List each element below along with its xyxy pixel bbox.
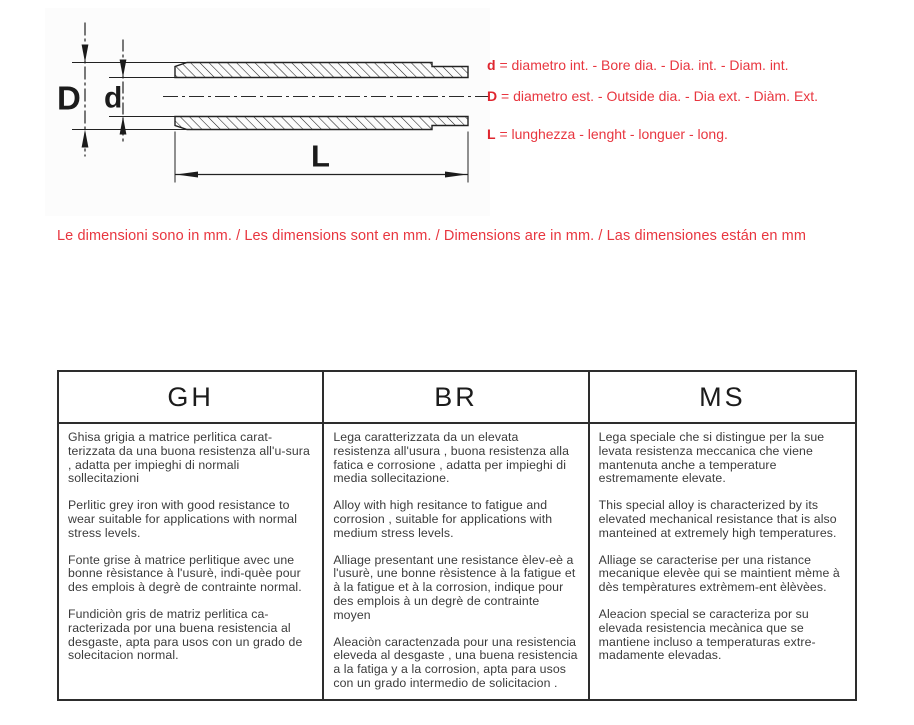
dimension-legend xyxy=(487,57,818,143)
ms-paragraph-en: This special alloy is characterized by its elevated mechanical resistance that is also manteined at extremely high temperatures. xyxy=(598,498,837,540)
sleeve-bottom-wall xyxy=(175,117,468,130)
table-header-ms: MS xyxy=(590,372,855,424)
material-grades-table xyxy=(57,370,857,701)
br-paragraph-it: Lega caratterizzata da un elevata resistenza all'usura , buona resistenza alla fatica e corrosione , adatta per impieghi di media sollecitazione. xyxy=(333,430,570,486)
arrow-d-bottom xyxy=(120,117,127,135)
ms-paragraph-it: Lega speciale che si distingue per la sue levata resistenza meccanica che viene mantenuta anche a temperature estremamente elevate. xyxy=(598,430,825,486)
ms-paragraph-es: Aleacion special se caracteriza por su elevada resistencia mecànica que se mantiene incluso a temperaturas extre-madamente elevadas. xyxy=(598,606,816,663)
table-cell-gh xyxy=(59,424,324,699)
arrow-L-right xyxy=(445,172,467,178)
legend-text-L: = lunghezza - lenght - longuer - long. xyxy=(499,126,728,142)
br-paragraph-en: Alloy with high resitance to fatigue and corrosion , suitable for applications with medium stress levels. xyxy=(333,498,553,540)
legend-line-D xyxy=(487,88,818,105)
legend-text-d: = diametro int. - Bore dia. - Dia. int. - Diam. int. xyxy=(499,57,789,73)
table-cell-br xyxy=(324,424,589,699)
gh-paragraph-fr: Fonte grise à matrice perlitique avec une bonne rèsistance à l'usurè, indi-quèe pour des emplois à degrè de contrainte normal. xyxy=(68,552,302,595)
legend-text-D: = diametro est. - Outside dia. - Dia ext. - Diàm. Ext. xyxy=(501,88,819,104)
gh-paragraph-it: Ghisa grigia a matrice perlitica carat-terizzata da una buona resistenza all'u-sura , adatta per impieghi di normali sollecitazioni xyxy=(68,430,310,486)
table-cell-ms xyxy=(590,424,855,699)
label-inner-diameter: d xyxy=(104,81,123,115)
legend-symbol-D: D xyxy=(487,88,498,104)
legend-line-L xyxy=(487,126,818,143)
table-header-gh: GH xyxy=(59,372,324,424)
units-note: Le dimensioni sono in mm. / Les dimensions sont en mm. / Dimensions are in mm. / Las dimensiones están en mm xyxy=(57,228,807,244)
br-paragraph-es: Aleaciòn caractenzada pour una resistencia eleveda al desgaste , una buena resistencia a la fatiga y a la corrosion, apta para usos con un grado intermedio de solicitacion . xyxy=(333,634,578,690)
table-header-br: BR xyxy=(324,372,589,424)
legend-symbol-d: d xyxy=(487,57,496,73)
arrow-D-top xyxy=(82,45,89,63)
legend-symbol-L: L xyxy=(487,126,496,142)
legend-line-d xyxy=(487,57,818,74)
gh-paragraph-es: Fundiciòn gris de matriz perlitica ca-racterizada por una buena resistencia al desgaste, apta para usos con un grado de solecitacion normal. xyxy=(68,606,303,663)
sleeve-top-wall xyxy=(175,63,468,78)
bushing-section-diagram xyxy=(45,8,490,216)
arrow-L-left xyxy=(176,172,198,178)
bushing-technical-drawing xyxy=(45,8,490,216)
br-paragraph-fr: Alliage presentant une resistance èlev-eè a l'usurè, une bonne rèsistence à la fatigue et à la fatigue et à la corrosion, indique pour des emplois à un degrè de contrainte moyen xyxy=(333,552,576,622)
gh-paragraph-en: Perlitic grey iron with good resistance to wear suitable for applications with normal stress levels. xyxy=(68,498,298,540)
arrow-d-top xyxy=(120,60,127,78)
ms-paragraph-fr: Alliage se caracterise per una ristance mecanique elevèe qui se maintient mème à dès tempèratures extrèmem-ent èlèvèes. xyxy=(598,552,840,595)
arrow-D-bottom xyxy=(82,130,89,148)
label-length: L xyxy=(311,138,330,174)
label-outer-diameter: D xyxy=(57,79,81,117)
